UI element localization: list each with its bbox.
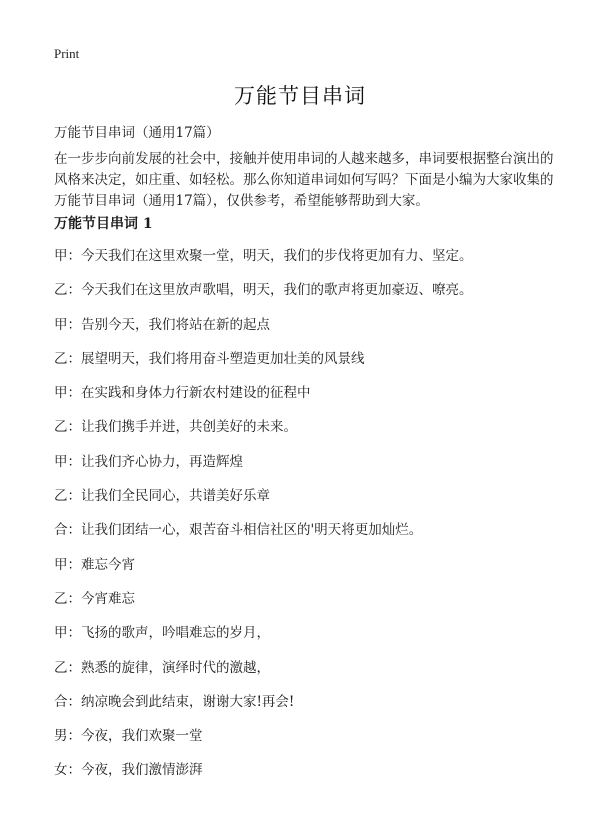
script-line: 甲：让我们齐心协力，再造辉煌 [54,453,243,470]
script-line: 甲：今天我们在这里欢聚一堂，明天，我们的步伐将更加有力、坚定。 [54,248,473,264]
script-line: 乙：熟悉的旋律，演绎时代的激越， [54,659,270,676]
script-lines [54,246,554,795]
page-title: 万能节目串词 [234,84,366,108]
section-heading: 万能节目串词 1 [54,216,153,232]
script-line: 乙：让我们全民同心，共谱美好乐章 [54,488,270,505]
script-line: 甲：告别今天，我们将站在新的起点 [54,316,270,333]
script-line: 男：今夜，我们欢聚一堂 [54,728,203,745]
print-link[interactable]: Print [54,46,80,61]
script-line: 乙：今宵难忘 [54,590,135,607]
script-line: 合：让我们团结一心，艰苦奋斗相信社区的'明天将更加灿烂。 [54,522,423,539]
script-line: 女：今夜，我们激情澎湃 [54,762,203,779]
script-line: 乙：让我们携手并进，共创美好的未来。 [54,419,297,436]
script-line: 乙：展望明天，我们将用奋斗塑造更加壮美的风景线 [54,350,365,367]
script-line: 甲：在实践和身体力行新农村建设的征程中 [54,385,311,402]
script-line: 乙：今天我们在这里放声歌唱，明天，我们的歌声将更加豪迈、嘹亮。 [54,282,473,299]
script-line: 甲：难忘今宵 [54,556,135,573]
script-line: 甲：飞扬的歌声，吟唱难忘的岁月， [54,625,270,642]
document-subtitle: 万能节目串词（通用17篇） [54,125,220,141]
intro-paragraph: 在一步步向前发展的社会中，接触并使用串词的人越来越多，串词要根据整台演出的风格来决定，如庄重、如轻松。那么你知道串词如何写吗？下面是小编为大家收集的万能节目串词（通用17篇），仅供参考，希望能够帮助到大家。 [54,151,554,209]
script-line: 合：纳凉晚会到此结束，谢谢大家!再会! [54,693,295,710]
